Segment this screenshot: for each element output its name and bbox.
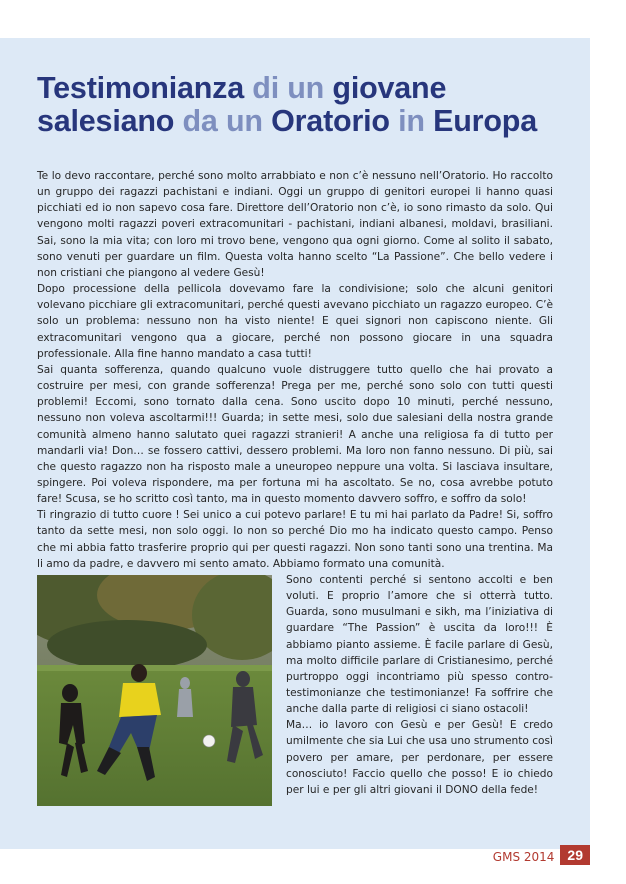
paragraph: Te lo devo raccontare, perché sono molto arrabbiato e non c’è nessuno nell’Oratorio. Ho raccolto un gruppo dei ragazzi pachistani e indiani. Oggi un gruppo di genitori europei li hanno quasi picchiati ed io non sapevo cosa fare. Direttore dell’Oratorio non c’è, io sono rimasto da solo. Qui vengono molti ragazzi poveri extracomunitari - pachistani, indiani albanesi, moldavi, brasiliani. Sai, sono la mia vita; con loro mi trovo bene, vengono qua ogni giorno. Come al solito il sabato, sono venuti per guardare un film. Questa volta hanno scelto “La Passione”. Che bello vedere i non cristiani che piangono al vedere Gesù! <box>37 170 553 279</box>
magazine-label: GMS 2014 <box>492 850 555 864</box>
page-number: 29 <box>560 845 590 865</box>
paragraph: Dopo processione della pellicola dovevamo fare la condivisione; solo che alcuni genitori volevano picchiare gli extracomunitari, perché questi avevano picchiato un ragazzo europeo. C’è solo un problema: nessuno non ha visto niente! E quei signori non capiscono niente. Gli extracomunitari vengono qua a giocare, perché non possono giocare in una squadra professionale. Alla fine hanno mandato a casa tutti! <box>37 283 553 360</box>
title-word: giovane <box>332 71 447 105</box>
title-word: da un <box>182 104 272 138</box>
title-word: Europa <box>433 104 537 138</box>
title-word: salesiano <box>37 104 183 138</box>
title-word: di un <box>252 71 333 105</box>
football-photo <box>37 575 272 806</box>
page-footer <box>493 845 590 865</box>
article-title <box>37 72 577 138</box>
title-line-2 <box>37 104 537 138</box>
title-word: Testimonianza <box>37 71 253 105</box>
paragraph: Ti ringrazio di tutto cuore ! Sei unico a cui potevo parlare! E tu mi hai parlato da Padre! Si, soffro tanto da sette mesi, non solo oggi. Io non so perché Dio mo ha indicato questo campo. Penso che mi abbia fatto trasferire proprio qui per questi ragazzi. Non sono tanti sono una trentina. Ma li amo da padre, e davvero mi sento amato. Abbiamo formato una comunità. <box>37 509 553 570</box>
title-word: Oratorio <box>271 104 399 138</box>
title-word: in <box>398 104 434 138</box>
paragraph: Ma… io lavoro con Gesù e per Gesù! E credo umilmente che sia Lui che usa uno strumento così povero per amare, per perdonare, per essere conosciuto! Faccio quello che posso! E io chiedo per lui e per gli altri giovani il DONO della fede! <box>286 719 553 796</box>
football-photo-illustration <box>37 575 272 806</box>
paragraph: Sai quanta sofferenza, quando qualcuno vuole distruggere tutto quello che hai provato a costruire per mesi, con grande sofferenza! Prega per me, perché sono solo con tutti questi problemi! Eccomi, sono tornato dalla cena. Sono uscito dopo 10 minuti, perché nessuno, nessuno non voleva ascoltarmi!!! Guarda; in sette mesi, solo due salesiani della nostra grande comunità almeno hanno salutato quei ragazzi stranieri! A anche una religiosa fa di tutto per mandarli via! Don… se fossero cattivi, dessero problemi. Ma loro non fanno nessuno. Di più, sai che questo ragazzo non ha risposto male a uneuropeo neppure una volta. Si lasciava insultare, spingere. Poi voleva rispondere, ma per fortuna mi ha ascoltato. Se no, cosa avrebbe potuto fare! Scusa, se ho scritto così tanto, ma in questo momento davvero soffro, e soffro da solo! <box>37 363 553 506</box>
article-body <box>37 168 553 808</box>
title-line-1 <box>37 71 446 105</box>
paragraph: Sono contenti perché si sentono accolti e ben voluti. E proprio l’amore che si otterrà tutto. Guarda, sono musulmani e sikh, ma l’iniziativa di guardare “The Passion” è uscita da loro!!! È abbiamo pianto assieme. È facile parlare di Gesù, ma molto difficile parlare di Cristianesimo, perché purtroppo oggi incontriamo più spesso contro-testimonianze che testimonianze! Fa soffrire che anche dalla parte di religiosi ci siano ostacoli! <box>286 573 553 716</box>
